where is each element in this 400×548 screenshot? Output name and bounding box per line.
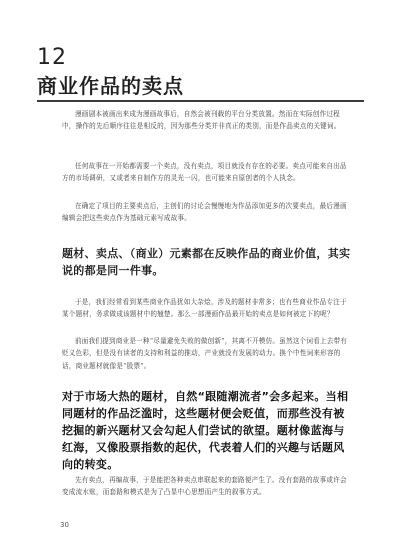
chapter-title: 商业作品的卖点 <box>37 74 184 98</box>
paragraph: 漫画剧本被画出来成为漫画故事后，自然会被刊载的平台分类放置。然而在实际创作过程中，操作的先后顺序往往是相反的，因为那些分类并非真正的类别，而是作品卖点的关键词。 <box>62 110 341 131</box>
pull-quote: 对于市场大热的题材，自然“跟随潮流者”会多起来。当相同题材的作品泛滥时，这些题材便会贬值，而那些没有被挖掘的新兴题材又会勾起人们尝试的欲望。题材像蓝海与红海，又像股票指数的起伏，代表着人们的兴趣与话题风向的转变。 <box>62 390 349 471</box>
page-number: 30 <box>60 521 69 529</box>
paragraph: 前面我们提到商业是一种“尽量避免失败的做创新”，其离不开模仿。虽然这个词看上去带有贬义色彩，但是没有读者的支持和利益的推动，产业就没有发展的动力。换个中性词来形容的话，商业题材就像是“股票”。 <box>62 337 348 370</box>
paragraph: 于是，我们经常看到某些商业作品犹如大杂烩，涉及的题材非常多；也有些商业作品专注于某个题材，务求做成该题材中的翘楚。那么一部漫画作品最开始的卖点是如何被定下的呢？ <box>62 298 347 319</box>
paragraph: 任何故事在一开始都需要一个卖点，没有卖点，项目就没有存在的必要。卖点可能来自出品方的市场调研，又或者来自制作方的灵光一闪，也可能来自原创者的个人执念。 <box>62 162 347 183</box>
title-rule <box>37 100 364 102</box>
paragraph: 先有卖点，再编故事，于是能把各种卖点串联起来的套路便产生了。没有套路的故事或许会变成流水账，而套路和模式是为了凸显中心思想而产生的叙事方式。 <box>62 476 347 497</box>
chapter-number: 12 <box>37 45 67 70</box>
pull-quote: 题材、卖点、（商业）元素都在反映作品的商业价值，其实说的都是同一件事。 <box>62 247 351 277</box>
paragraph: 在确定了项目的主要卖点后，主创们的讨论会慢慢地为作品添加更多的次要卖点，最后漫画编辑会把这些卖点作为基础元素写成故事。 <box>62 202 347 223</box>
